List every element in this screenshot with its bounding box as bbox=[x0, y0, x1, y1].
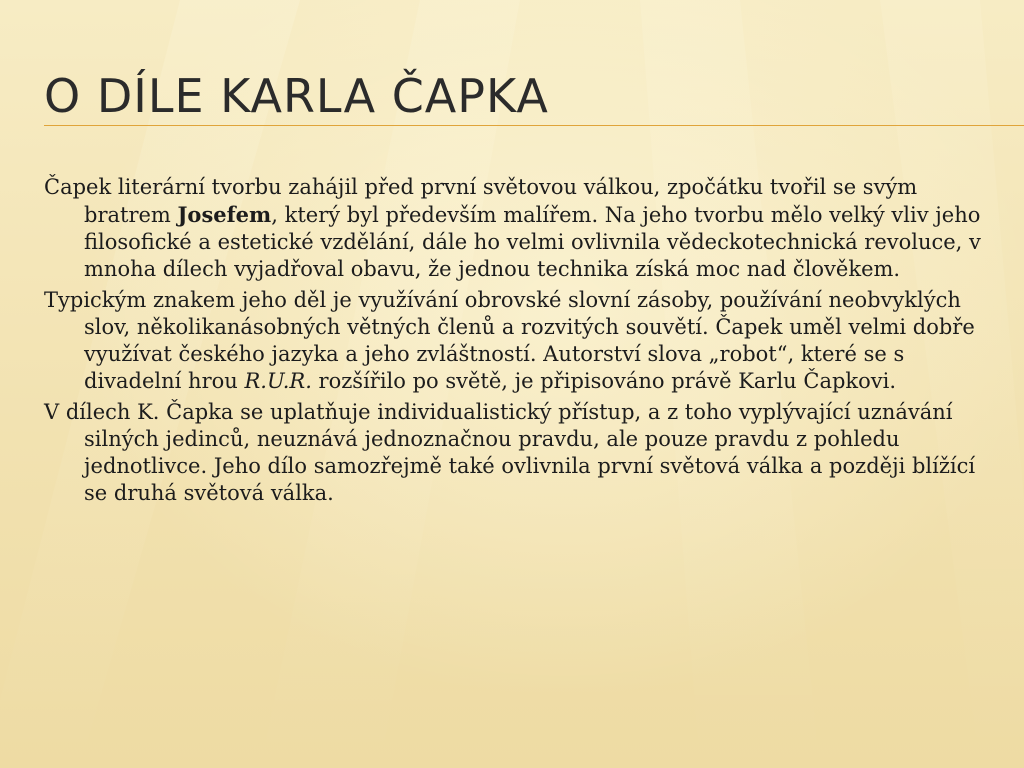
slide-body bbox=[44, 174, 994, 511]
paragraph-2-text-b: rozšířilo po světě, je připisováno právě Karlu Čapkovi. bbox=[311, 369, 897, 393]
paragraph-3: V dílech K. Čapka se uplatňuje individualistický přístup, a z toho vyplývající uznávání silných jedinců, neuznává jednoznačnou pravdu, ale pouze pravdu z pohledu jednotlivce. Jeho dílo samozřejmě také ovlivnila první světová válka a později blížící se druhá světová válka. bbox=[44, 400, 976, 505]
paragraph-1-text-a: Čapek literární tvorbu zahájil před první světovou válkou, zpočátku tvořil se svým bratrem bbox=[44, 175, 918, 227]
paragraph-1-text-b: , který byl především malířem. Na jeho tvorbu mělo velký vliv jeho filosofické a estetické vzdělání, dále ho velmi ovlivnila vědeckotechnická revoluce, v mnoha dílech vyjadřoval obavu, že jednou technika získá moc nad člověkem. bbox=[84, 203, 981, 281]
paragraph-2-italic: R.U.R. bbox=[244, 369, 312, 393]
paragraph-2 bbox=[44, 287, 994, 395]
paragraph-1 bbox=[44, 174, 994, 283]
paragraph-2-text-a: Typickým znakem jeho děl je využívání obrovské slovní zásoby, používání neobvyklých slov, několikanásobných větných členů a rozvitých souvětí. Čapek uměl velmi dobře využívat českého jazyka a jeho zvláštností. Autorství slova „robot“, které se s divadelní hrou bbox=[44, 288, 975, 393]
title-divider bbox=[44, 125, 1024, 126]
slide-title: O DÍLE KARLA ČAPKA bbox=[44, 69, 549, 123]
paragraph-1-bold: Josefem bbox=[177, 202, 272, 227]
